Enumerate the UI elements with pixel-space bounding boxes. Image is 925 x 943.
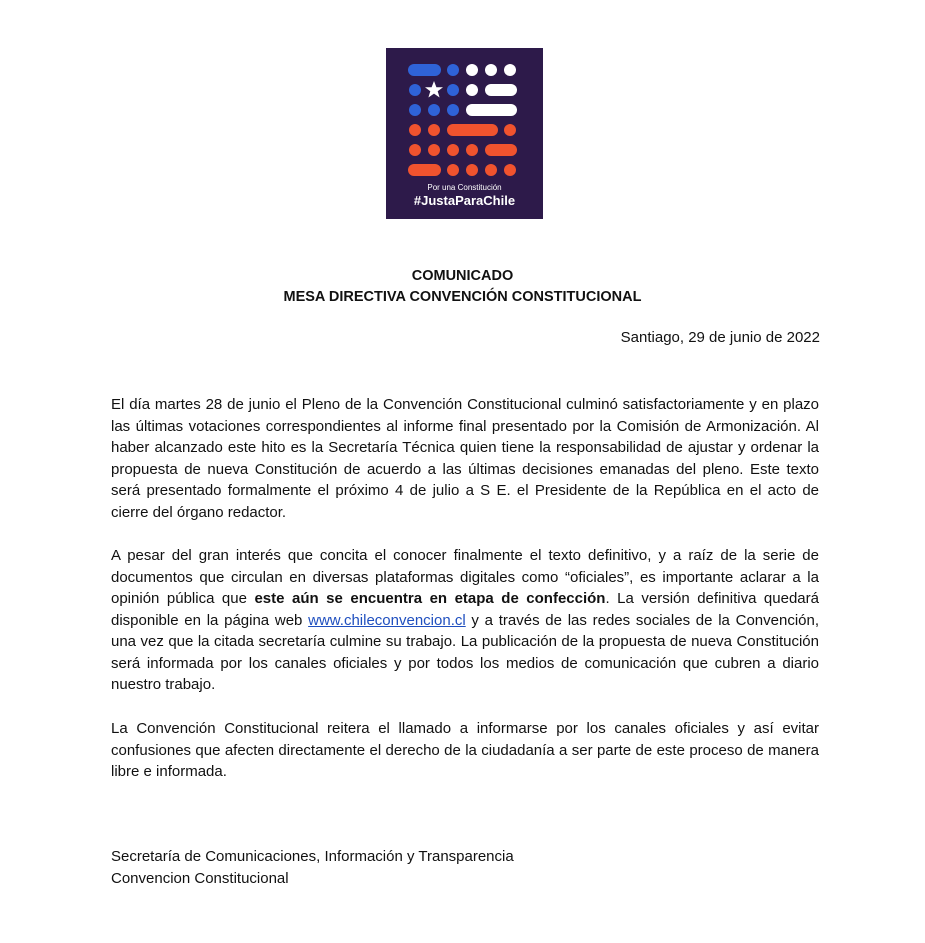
paragraph-2-text-a: A pesar del gran interés que concita el conocer finalmente el texto definitivo, y a raíz de la serie de documentos que circulan en diversas plataformas digitales como “oficiales”, es importante aclarar a la opinión pública que	[111, 547, 819, 607]
logo-hashtag: #JustaParaChile	[413, 193, 516, 208]
paragraph-2-emphasis: este aún se encuentra en etapa de confección	[254, 590, 606, 607]
convention-logo	[386, 48, 543, 219]
document-subtitle: MESA DIRECTIVA CONVENCIÓN CONSTITUCIONAL	[283, 289, 642, 305]
logo-subtitle: Por una Constitución	[427, 183, 502, 192]
body-paragraph-2	[111, 545, 819, 696]
body-paragraph-1: El día martes 28 de junio el Pleno de la Convención Constitucional culminó satisfactoriamente y en plazo las últimas votaciones correspondientes al informe final presentado por la Comisión de Armonización. Al haber alcanzado este hito es la Secretaría Técnica quien tiene la responsabilidad de ajustar y ordenar la propuesta de nueva Constitución de acuerdo a las últimas decisiones emanadas del pleno. Este texto será presentado formalmente el próximo 4 de julio a S E. el Presidente de la República en el acto de cierre del órgano redactor.	[111, 396, 819, 521]
document-title: COMUNICADO	[411, 268, 514, 284]
paragraph-2-text-b: . La versión definitiva quedará disponible en la página web	[111, 590, 819, 629]
website-link[interactable]: www.chileconvencion.cl	[308, 611, 466, 629]
star-icon	[425, 81, 443, 98]
signature-line-1: Secretaría de Comunicaciones, Información y Transparencia	[111, 848, 514, 865]
paragraph-2-text-c: y a través de las redes sociales de la Convención, una vez que la citada secretaría culmine su trabajo. La publicación de la propuesta de nueva Constitución será informada por los canales oficiales y por todos los medios de comunicación que cubren a diario nuestro trabajo.	[111, 611, 820, 693]
document-date: Santiago, 29 de junio de 2022	[620, 329, 820, 346]
body-paragraph-3: La Convención Constitucional reitera el llamado a informarse por los canales oficiales y así evitar confusiones que afecten directamente el derecho de la ciudadanía a ser parte de este proceso de manera libre e informada.	[111, 720, 819, 780]
signature-line-2: Convencion Constitucional	[111, 870, 289, 887]
